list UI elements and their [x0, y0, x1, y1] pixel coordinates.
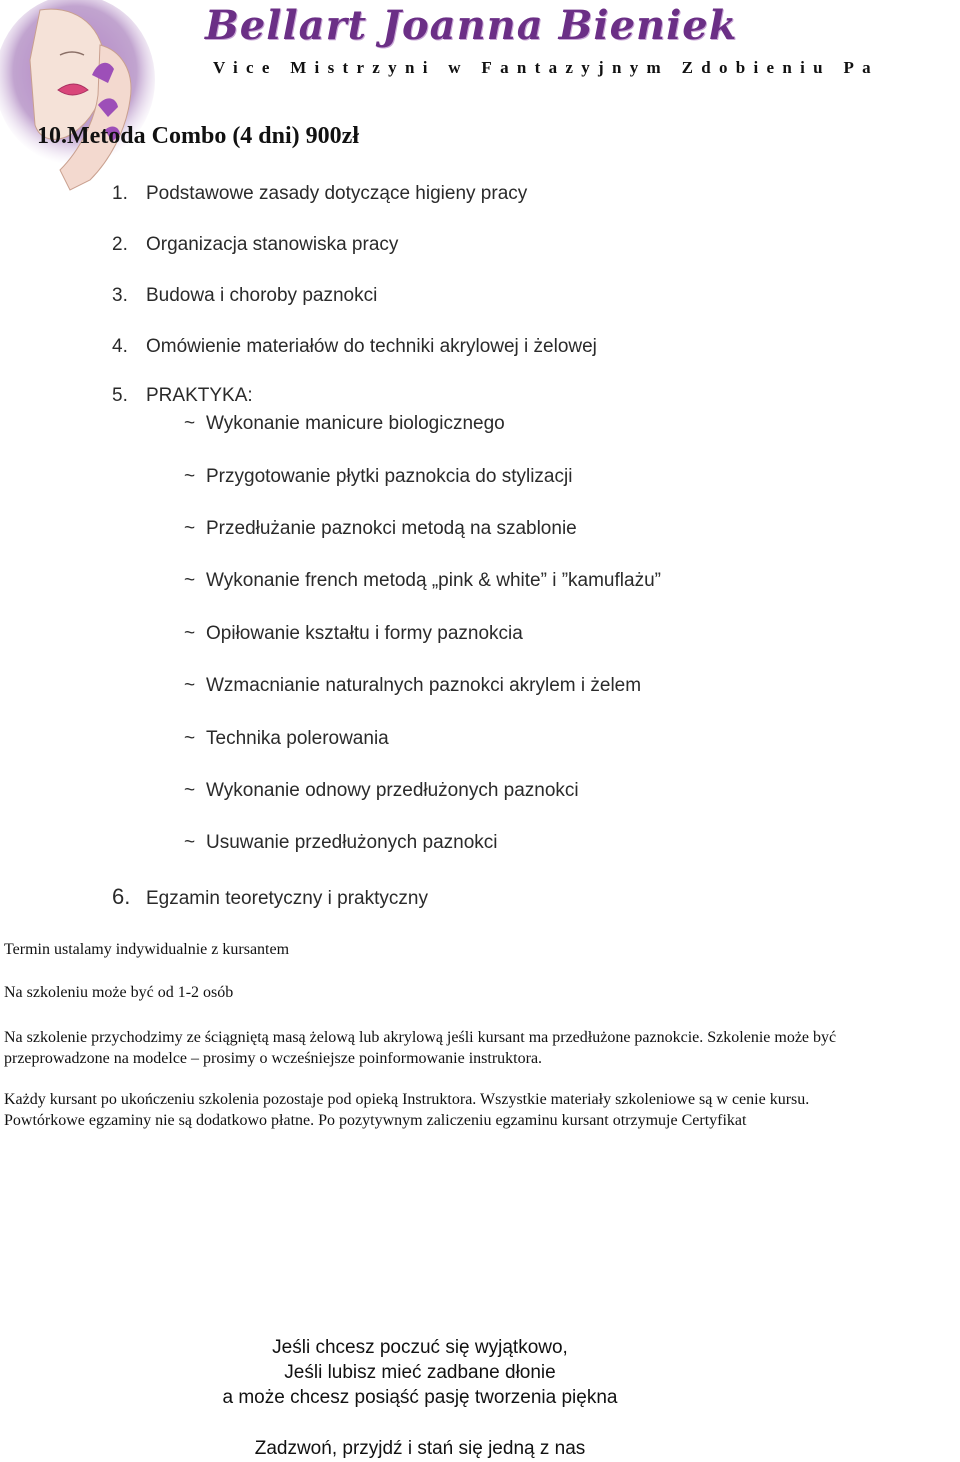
list-item: 2. Organizacja stanowiska pracy	[112, 234, 399, 255]
list-item: 3. Budowa i choroby paznokci	[112, 285, 378, 306]
list-item: 5. PRAKTYKA:	[112, 385, 253, 406]
practice-item: ~ Wykonanie manicure biologicznego	[184, 413, 505, 434]
practice-item: ~ Technika polerowania	[184, 728, 389, 749]
preparation-paragraph: Na szkolenie przychodzimy ze ściągniętą masą żelową lub akrylową jeśli kursant ma przedłużone paznokcie. Szkolenie może być przeprowadzone na modelce – prosimy o wcześniejsze poinformowanie instruktora.	[4, 1029, 837, 1067]
practice-item: ~ Opiłowanie kształtu i formy paznokcia	[184, 623, 523, 644]
practice-item: ~ Wzmacnianie naturalnych paznokci akrylem i żelem	[184, 675, 642, 696]
closing-line: a może chcesz posiąść pasję tworzenia piękna	[222, 1387, 618, 1408]
list-item: 6. Egzamin teoretyczny i praktyczny	[112, 884, 428, 909]
closing-line: Jeśli lubisz mieć zadbane dłonie	[284, 1362, 556, 1383]
practice-item: ~ Wykonanie odnowy przedłużonych paznokci	[184, 780, 579, 801]
group-size-note: Na szkoleniu może być od 1-2 osób	[4, 984, 234, 1001]
practice-item: ~ Wykonanie french metodą „pink & white” i ”kamuflażu”	[184, 570, 661, 591]
list-item: 4. Omówienie materiałów do techniki akrylowej i żelowej	[112, 336, 597, 357]
term-note: Termin ustalamy indywidualnie z kursantem	[4, 941, 290, 958]
closing-line: Zadzwoń, przyjdź i stań się jedną z nas	[254, 1438, 586, 1459]
logo-illustration	[0, 0, 200, 200]
certificate-paragraph: Każdy kursant po ukończeniu szkolenia pozostaje pod opieką Instruktora. Wszystkie materiały szkoleniowe są w cenie kursu. Powtórkowe egzaminy nie są dodatkowo płatne. Po pozytywnym zaliczeniu egzaminu kursant otrzymuje Certyfikat	[4, 1091, 810, 1129]
course-title: 10.Metoda Combo (4 dni) 900zł	[37, 123, 359, 149]
practice-item: ~ Przedłużanie paznokci metodą na szablonie	[184, 518, 577, 539]
list-item: 1. Podstawowe zasady dotyczące higieny pracy	[112, 183, 528, 204]
brand-title: Bellart Joanna Bieniek	[205, 2, 738, 49]
brand-subtitle: Vice Mistrzyni w Fantazyjnym Zdobieniu Pa	[213, 58, 879, 77]
practice-item: ~ Usuwanie przedłużonych paznokci	[184, 832, 498, 853]
closing-line: Jeśli chcesz poczuć się wyjątkowo,	[272, 1337, 568, 1358]
practice-item: ~ Przygotowanie płytki paznokcia do stylizacji	[184, 466, 573, 487]
